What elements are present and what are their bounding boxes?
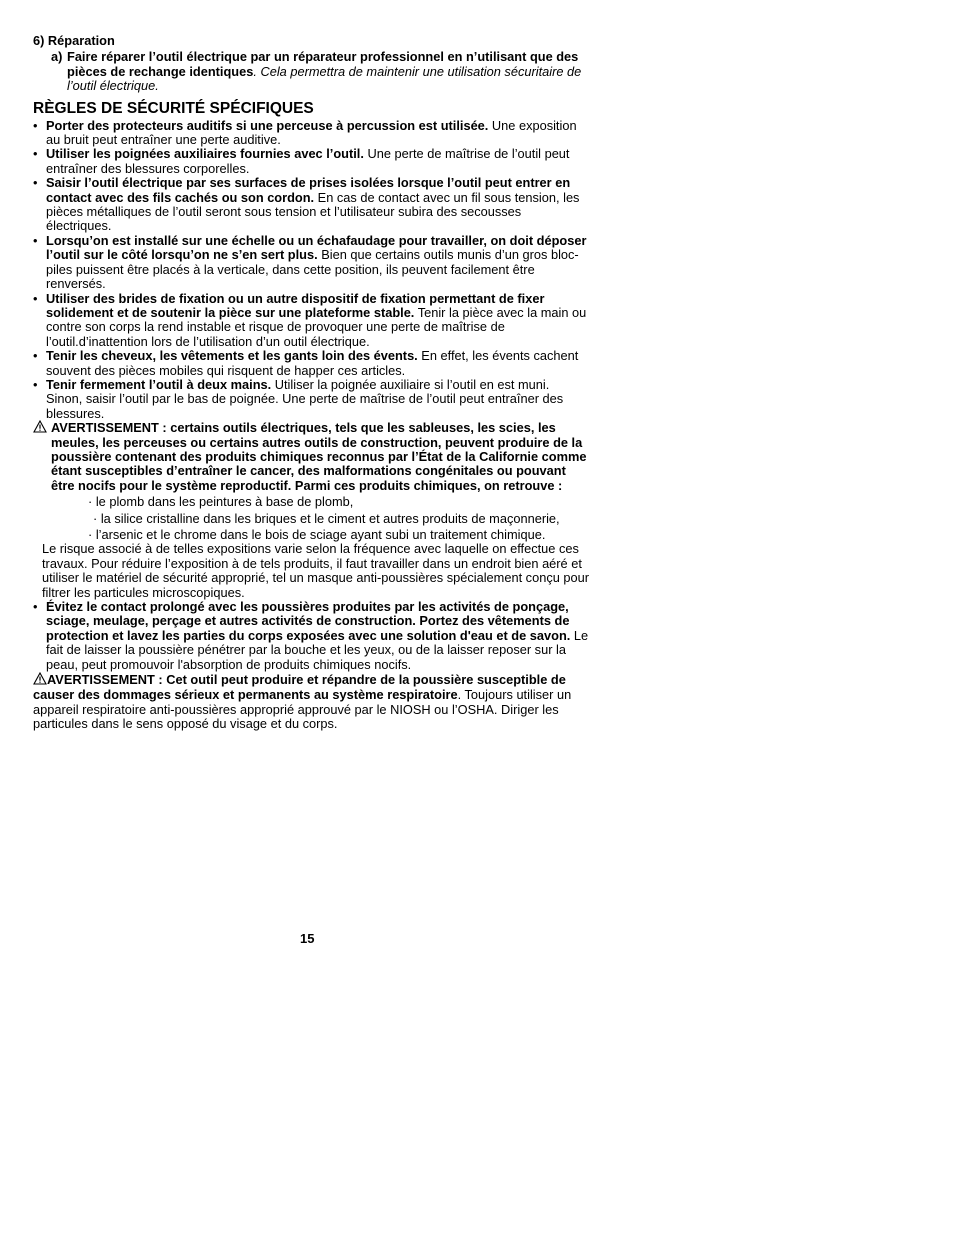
bullet-text: Bien que certains outils munis d’un gros bloc-piles puissent être placés à la verticale, dans cette position, ils peuvent facilement être renversés. — [46, 247, 579, 292]
warning-block-2 — [33, 672, 589, 732]
safety-bullets — [33, 119, 589, 422]
bullet-bold-text: Porter des protecteurs auditifs si une perceuse à percussion est utilisée. — [46, 117, 489, 133]
safety-bullet — [33, 292, 589, 350]
safety-bullet — [33, 378, 589, 421]
bullet-dot: • — [33, 232, 38, 248]
bullet-bold-text: Tenir les cheveux, les vêtements et les gants loin des évents. — [46, 348, 418, 364]
bullet-text: Utiliser la poignée auxiliaire si l’outil en est muni. Sinon, saisir l’outil par le bas de poignée. Une perte de maîtrise de l’outil peut entraîner des blessures. — [46, 376, 564, 421]
bullet-text: Tenir la pièce avec la main ou contre son corps la rend instable et risque de provoquer une perte de maîtrise de l’outil.d’inattention lors de l’utilisation d’un outil électrique. — [46, 304, 587, 349]
bullet-bold-text: Lorsqu’on est installé sur une échelle ou un échafaudage pour travailler, on doit déposer l’outil sur le côté lorsqu’on ne s’en sert plus. — [46, 232, 587, 263]
section-heading-reparation: 6) Réparation — [33, 33, 115, 48]
bullet-text: Une exposition au bruit peut entraîner une perte auditive. — [46, 117, 577, 148]
item-letter: a) — [51, 49, 63, 65]
warning-block-1 — [33, 421, 589, 493]
reparation-italic-text: . Cela permettra de maintenir une utilisation sécuritaire de l’outil électrique. — [67, 63, 582, 94]
bullet-bold-text: Utiliser les poignées auxiliaires fournies avec l’outil. — [46, 146, 364, 162]
chemical-item: · la silice cristalline dans les briques et le ciment et autres produits de maçonnerie, — [93, 510, 560, 526]
bullet-dot: • — [33, 376, 38, 392]
chemical-list — [33, 495, 589, 542]
warning-2-text: . Toujours utiliser un appareil respiratoire anti-poussières approprié approuvé par le NIOSH ou l’OSHA. Diriger les particules dans le sens opposé du visage et du corps. — [33, 687, 572, 732]
bullet-text: En effet, les évents cachent souvent des pièces mobiles qui risquent de happer ces articles. — [46, 348, 579, 378]
bullet-dust: • Évitez le contact prolongé avec les poussières produites par les activités de ponçage, sciage, meulage, perçage et autres activités de construction. Portez des vêtements de protection et lavez les parties du corps exposées avec une solution d'eau et de savon. Le fait de laisser la poussière pénétrer par la bouche et les yeux, ou de la laisser reposer sur la peau, peut promouvoir l'absorption de produits chimiques nocifs. — [33, 599, 589, 672]
reparation-item — [51, 50, 589, 93]
chemical-item: · le plomb dans les peintures à base de plomb, — [88, 494, 354, 510]
bullet-dot: • — [33, 117, 38, 133]
warning-1-text: AVERTISSEMENT : certains outils électriques, tels que les sableuses, les scies, les meules, les perceuses ou certains autres outils de construction, peuvent produire de la poussière contenant des produits chimiques reconnus par l’État de la Californie comme étant susceptibles d’entraîner le cancer, des malformations congénitales ou pouvant être nocifs pour le système reproductif. Parmi ces produits chimiques, on retrouve : — [51, 420, 587, 493]
warning-2-bold: AVERTISSEMENT : Cet outil peut produire et répandre de la poussière susceptible de causer des dommages sérieux et permanents au système respiratoire — [33, 672, 566, 703]
chemical-item: · l’arsenic et le chrome dans le bois de sciage ayant subi un traitement chimique. — [88, 527, 546, 542]
warning-triangle-icon — [33, 420, 47, 436]
manual-page — [33, 34, 589, 732]
bullet-dot: • — [33, 348, 38, 364]
bullet-dust-text: Le fait de laisser la poussière pénétrer par la bouche et les yeux, ou de la laisser reposer sur la peau, peut promouvoir l'absorption de produits chimiques nocifs. — [46, 627, 589, 672]
reparation-bold-text: Faire réparer l’outil électrique par un réparateur professionnel en n’utilisant que des pièces de rechange identiques — [67, 49, 579, 79]
safety-bullet — [33, 119, 589, 148]
bullet-dot: • — [33, 290, 38, 306]
safety-bullet — [33, 349, 589, 378]
bullet-bold-text: Utiliser des brides de fixation ou un autre dispositif de fixation permettant de fixer solidement et de soutenir la pièce sur une plateforme stable. — [46, 290, 545, 320]
safety-bullet — [33, 176, 589, 234]
bullet-bold-text: Tenir fermement l’outil à deux mains. — [46, 376, 272, 392]
safety-bullet — [33, 234, 589, 292]
section-title: RÈGLES DE SÉCURITÉ SPÉCIFIQUES — [33, 99, 314, 117]
bullet-text: Une perte de maîtrise de l’outil peut entraîner des blessures corporelles. — [46, 146, 570, 176]
exposure-paragraph: Le risque associé à de telles expositions varie selon la fréquence avec laquelle on effectue ces travaux. Pour réduire l’exposition à de tels produits, il faut travailler dans un endroit bien aéré et utiliser le matériel de sécurité approprié, tel un masque anti-poussières spécialement conçu pour filtrer les particules microscopiques. — [42, 541, 589, 600]
bullet-dust-bold: Évitez le contact prolongé avec les poussières produites par les activités de ponçage, sciage, meulage, perçage et autres activités de construction. Portez des vêtements de protection et lavez les parties du corps exposées avec une solution d'eau et de savon. — [46, 599, 571, 643]
bullet-dot: • — [33, 175, 38, 191]
bullet-bold-text: Saisir l’outil électrique par ses surfaces de prises isolées lorsque l’outil peut entrer en contact avec des fils cachés ou son cordon. — [46, 175, 571, 205]
bullet-dot: • — [33, 146, 38, 162]
warning-triangle-icon — [33, 672, 47, 688]
safety-bullet — [33, 147, 589, 176]
page-number: 15 — [300, 931, 315, 946]
bullet-text: En cas de contact avec un fil sous tension, les pièces métalliques de l’outil seront sous tension et l’utilisateur subira des secousses électriques. — [46, 189, 580, 234]
